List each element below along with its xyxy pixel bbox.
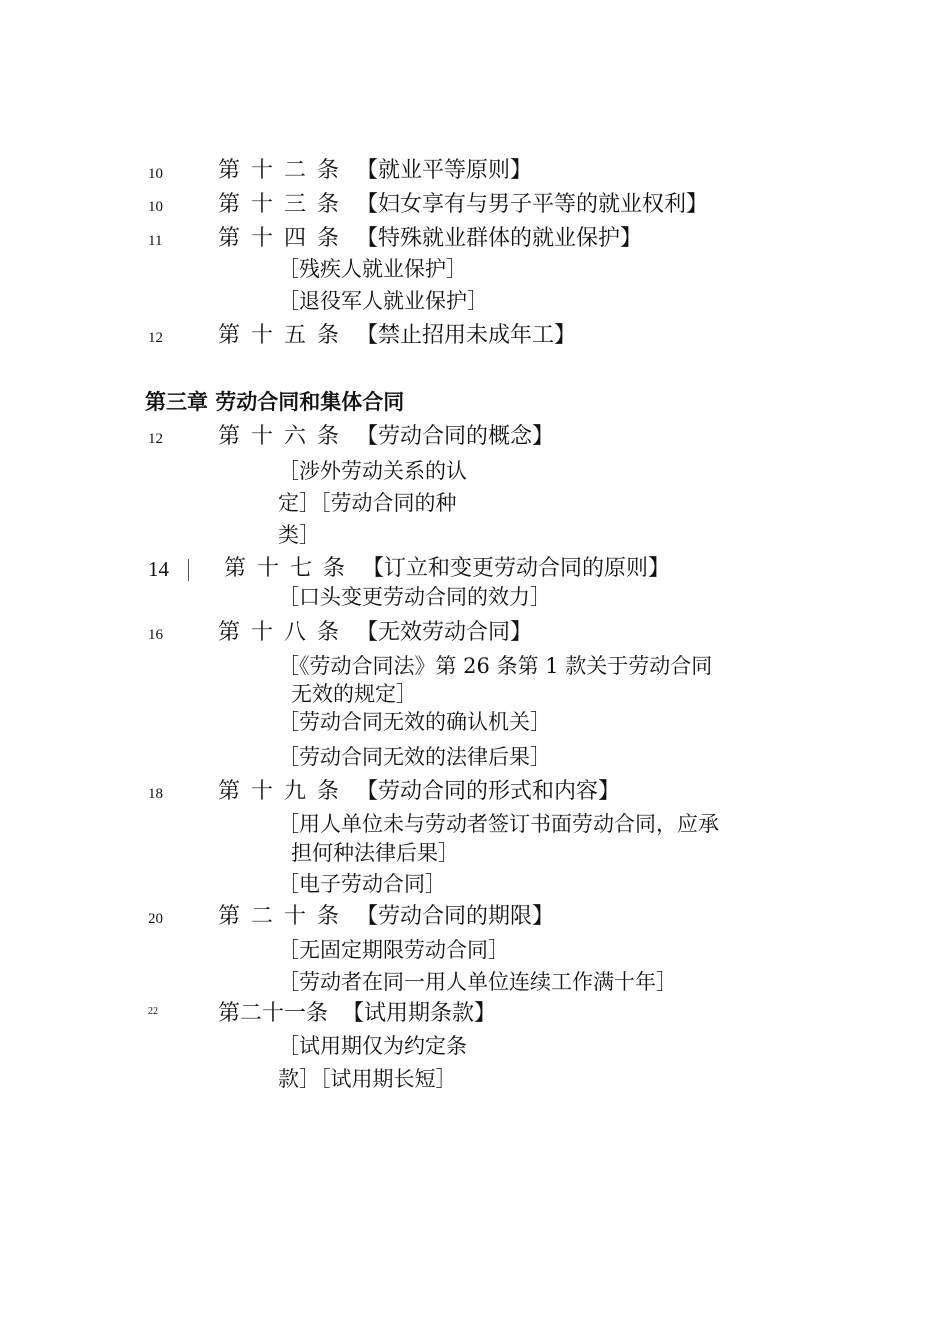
page-number: 14 (148, 557, 169, 581)
toc-subentry[interactable]: ［劳动者在同一用人单位连续工作满十年］ (278, 970, 677, 994)
toc-entry[interactable] (218, 194, 708, 216)
article-number: 第十七条 (224, 556, 357, 581)
toc-entry[interactable] (218, 1003, 496, 1025)
article-number: 第十六条 (218, 424, 351, 449)
toc-subentry[interactable]: 定］［劳动合同的种 (278, 491, 457, 515)
article-number: 第十九条 (218, 779, 351, 804)
page-number: 16 (148, 627, 163, 643)
article-title: 【试用期条款】 (342, 1001, 497, 1026)
page-number: 12 (148, 431, 163, 447)
article-number: 第二十条 (218, 904, 351, 929)
page-number: 10 (148, 166, 163, 182)
toc-subentry[interactable]: ［涉外劳动关系的认 (278, 459, 467, 483)
toc-subentry[interactable]: ［电子劳动合同］ (278, 872, 446, 896)
toc-entry[interactable] (218, 325, 576, 347)
toc-subentry[interactable]: 类］ (278, 523, 320, 547)
toc-subentry[interactable]: ［退役军人就业保护］ (278, 289, 488, 313)
page-number: 20 (148, 911, 163, 927)
article-title: 【妇女享有与男子平等的就业权利】 (356, 192, 709, 217)
divider (188, 559, 189, 581)
page-number: 22 (148, 1006, 158, 1017)
toc-entry[interactable] (224, 558, 670, 580)
article-title: 【劳动合同的概念】 (356, 424, 555, 449)
article-title: 【就业平等原则】 (356, 158, 533, 183)
article-title: 【无效劳动合同】 (356, 620, 533, 645)
article-title: 【禁止招用未成年工】 (356, 323, 577, 348)
toc-entry[interactable] (218, 426, 554, 448)
toc-subentry[interactable]: ［口头变更劳动合同的效力］ (278, 585, 551, 609)
toc-subentry[interactable]: 担何种法律后果］ (291, 841, 459, 865)
toc-entry[interactable] (218, 906, 554, 928)
article-title: 【劳动合同的期限】 (356, 904, 555, 929)
toc-subentry[interactable]: ［无固定期限劳动合同］ (278, 938, 509, 962)
toc-subentry[interactable]: ［劳动合同无效的确认机关］ (278, 710, 551, 734)
toc-subentry[interactable]: ［残疾人就业保护］ (278, 257, 467, 281)
article-number: 第十三条 (218, 192, 351, 217)
toc-subentry[interactable]: ［用人单位未与劳动者签订书面劳动合同，应承 (278, 812, 719, 836)
toc-entry[interactable] (218, 160, 532, 182)
page-number: 10 (148, 199, 163, 215)
page-number: 12 (148, 330, 163, 346)
article-number: 第十五条 (218, 323, 351, 348)
article-title: 【订立和变更劳动合同的原则】 (362, 556, 671, 581)
article-title: 【劳动合同的形式和内容】 (356, 779, 621, 804)
article-title: 【特殊就业群体的就业保护】 (356, 226, 643, 251)
toc-entry[interactable] (218, 781, 620, 803)
toc-subentry[interactable]: 款］［试用期长短］ (278, 1067, 457, 1091)
article-number: 第十二条 (218, 158, 351, 183)
toc-subentry[interactable]: ［劳动合同无效的法律后果］ (278, 745, 551, 769)
toc-subentry[interactable]: ［《劳动合同法》第 26 条第 1 款关于劳动合同 (278, 654, 713, 678)
chapter-heading: 第三章 劳动合同和集体合同 (145, 390, 405, 414)
page-number: 11 (148, 233, 163, 249)
toc-subentry[interactable]: ［试用期仅为约定条 (278, 1034, 467, 1058)
toc-subentry[interactable]: 无效的规定］ (291, 682, 417, 706)
article-number: 第十四条 (218, 226, 351, 251)
toc-entry[interactable] (218, 228, 642, 250)
page-number: 18 (148, 786, 163, 802)
article-number: 第二十一条 (218, 1001, 329, 1026)
toc-entry[interactable] (218, 622, 532, 644)
article-number: 第十八条 (218, 620, 351, 645)
